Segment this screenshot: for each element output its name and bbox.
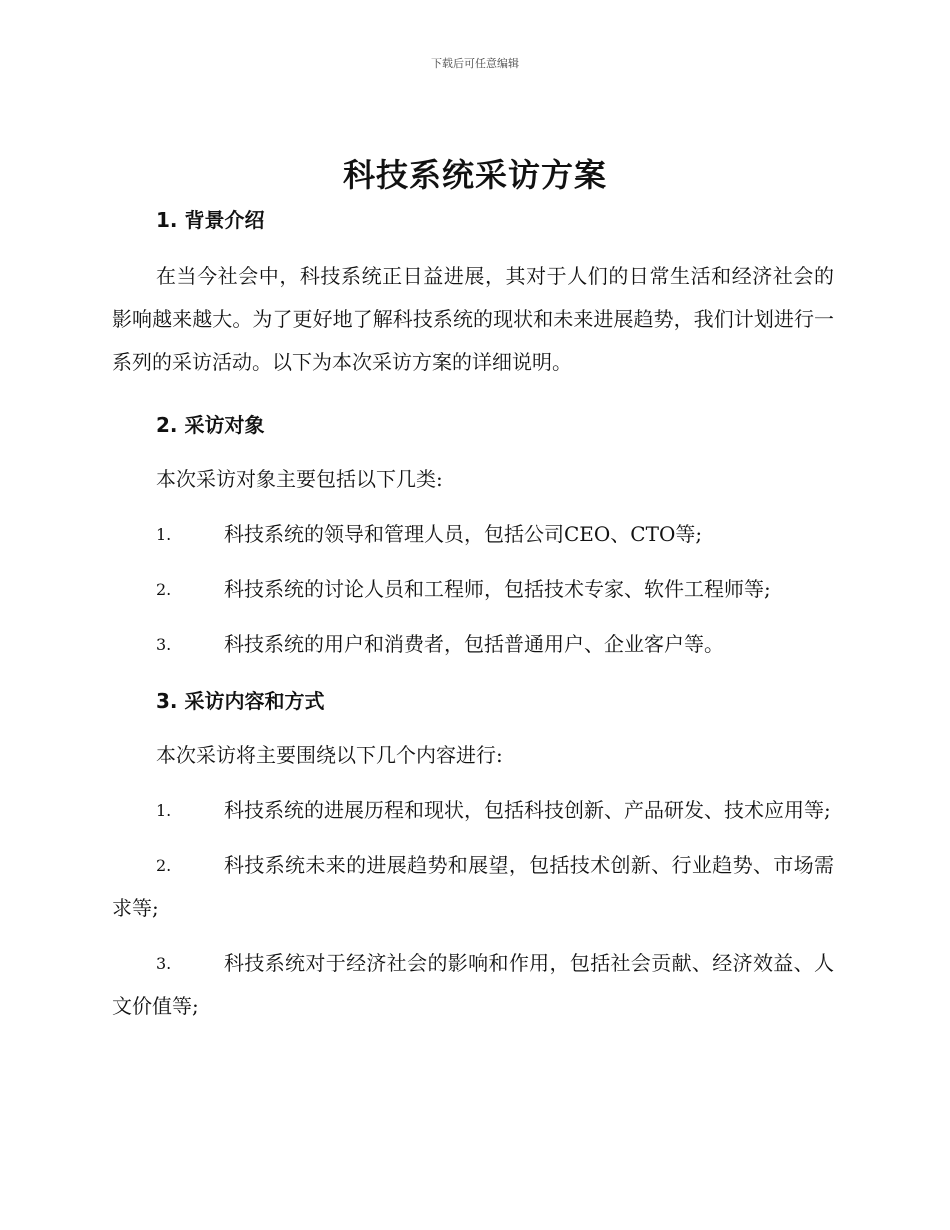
document-title: 科技系统采访方案	[342, 156, 607, 194]
section-heading-interviewees: 2. 采访对象	[156, 413, 265, 437]
list-item-number: 3.	[156, 954, 172, 973]
list-item	[112, 942, 834, 1028]
background-paragraph: 在当今社会中，科技系统正日益进展，其对于人们的日常生活和经济社会的影响越来越大。为了更好地了解科技系统的现状和未来进展趋势，我们计划进行一系列的采访活动。以下为本次采访方案的详细说明。	[112, 264, 834, 374]
list-item-text: 科技系统的进展历程和现状，包括科技创新、产品研发、技术应用等;	[224, 798, 831, 822]
list-item-text: 科技系统未来的进展趋势和展望，包括技术创新、行业趋势、市场需求等;	[112, 853, 834, 920]
list-item-number: 1.	[156, 525, 172, 544]
list-item-text: 科技系统的用户和消费者，包括普通用户、企业客户等。	[224, 632, 724, 656]
header-note: 下载后可任意编辑	[431, 57, 519, 70]
list-item	[112, 844, 834, 930]
list-item-text: 科技系统的讨论人员和工程师，包括技术专家、软件工程师等;	[224, 577, 771, 601]
content-intro: 本次采访将主要围绕以下几个内容进行:	[156, 743, 503, 767]
list-item	[112, 789, 834, 832]
list-item-number: 2.	[156, 580, 172, 599]
list-item-number: 3.	[156, 635, 172, 654]
document-body	[112, 205, 834, 1028]
list-item	[112, 513, 834, 556]
list-item	[112, 623, 834, 666]
section-heading-content-and-method: 3. 采访内容和方式	[156, 689, 325, 713]
interviewees-intro: 本次采访对象主要包括以下几类:	[156, 467, 443, 491]
list-item-number: 1.	[156, 801, 172, 820]
list-item-text: 科技系统对于经济社会的影响和作用，包括社会贡献、经济效益、人文价值等;	[112, 951, 834, 1018]
list-item-text: 科技系统的领导和管理人员，包括公司CEO、CTO等;	[224, 522, 703, 546]
list-item	[112, 568, 834, 611]
section-heading-background: 1. 背景介绍	[156, 208, 265, 232]
list-item-number: 2.	[156, 856, 172, 875]
